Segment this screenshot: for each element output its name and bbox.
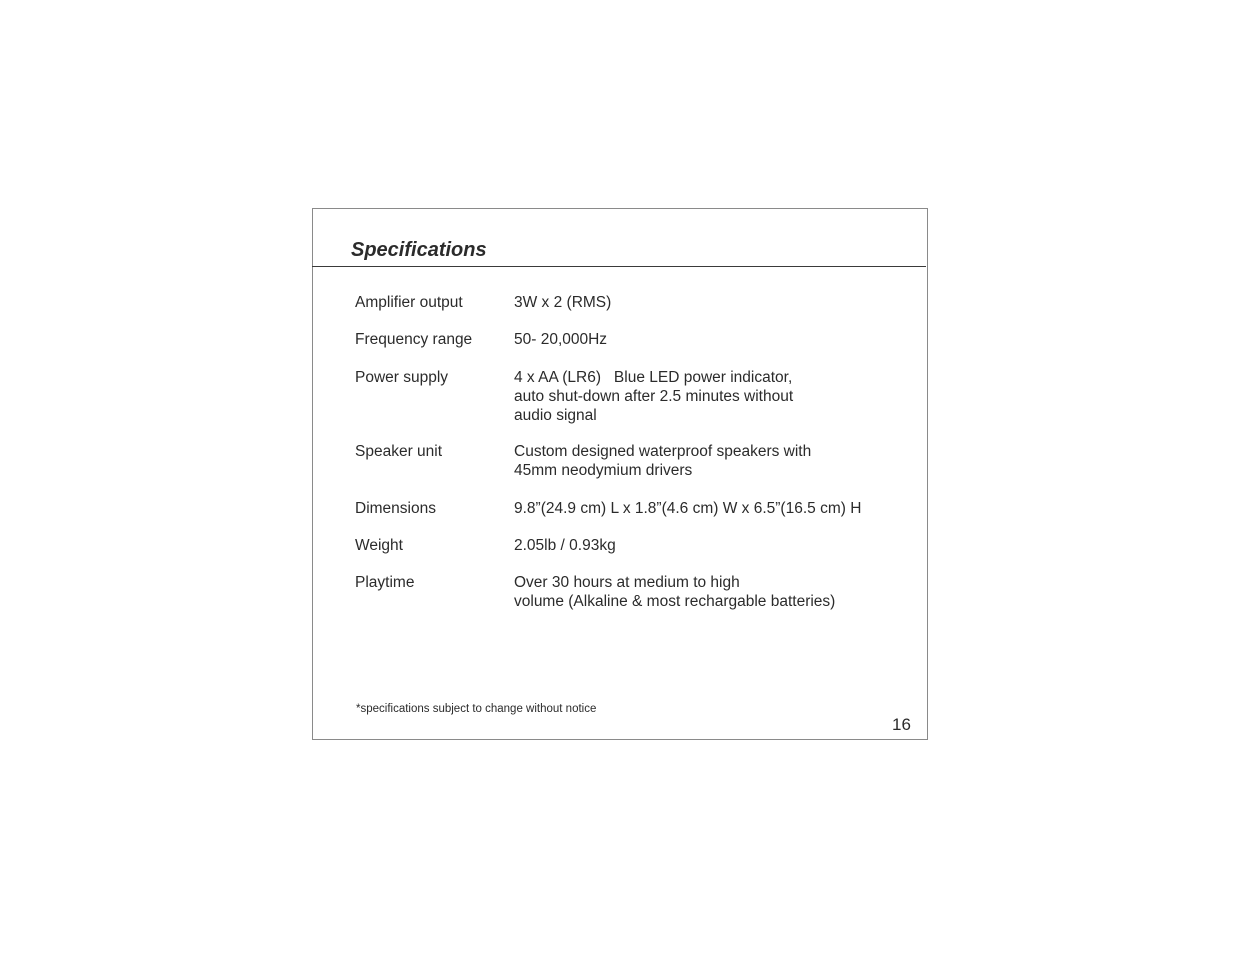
title-divider [312, 266, 926, 267]
spec-value-line: 9.8”(24.9 cm) L x 1.8”(4.6 cm) W x 6.5”(16.5 cm) H [514, 500, 862, 517]
spec-label: Weight [355, 537, 403, 554]
spec-value [514, 442, 914, 480]
spec-label: Speaker unit [355, 443, 443, 460]
spec-value [514, 536, 914, 555]
spec-value [514, 573, 914, 611]
page-number: 16 [892, 715, 911, 734]
spec-value [514, 499, 914, 518]
page-title: Specifications [351, 239, 487, 261]
spec-label: Power supply [355, 369, 449, 386]
spec-value [514, 330, 914, 349]
spec-value-line: 4 x AA (LR6) Blue LED power indicator, [514, 369, 793, 386]
spec-label: Dimensions [355, 500, 436, 517]
spec-value-line: 2.05lb / 0.93kg [514, 537, 616, 554]
spec-value-line: audio signal [514, 407, 597, 424]
spec-value-line: 3W x 2 (RMS) [514, 294, 612, 311]
spec-value-line: 45mm neodymium drivers [514, 462, 693, 479]
spec-value-line: auto shut-down after 2.5 minutes without [514, 388, 794, 405]
spec-value-line: 50- 20,000Hz [514, 331, 608, 348]
spec-value-line: volume (Alkaline & most rechargable batteries) [514, 593, 836, 610]
spec-value [514, 368, 914, 425]
spec-label: Amplifier output [355, 294, 463, 311]
spec-label: Playtime [355, 574, 415, 591]
spec-value-line: Over 30 hours at medium to high [514, 574, 740, 591]
footnote: *specifications subject to change without notice [356, 703, 597, 715]
spec-label: Frequency range [355, 331, 473, 348]
spec-value-line: Custom designed waterproof speakers with [514, 443, 812, 460]
spec-value [514, 293, 914, 312]
